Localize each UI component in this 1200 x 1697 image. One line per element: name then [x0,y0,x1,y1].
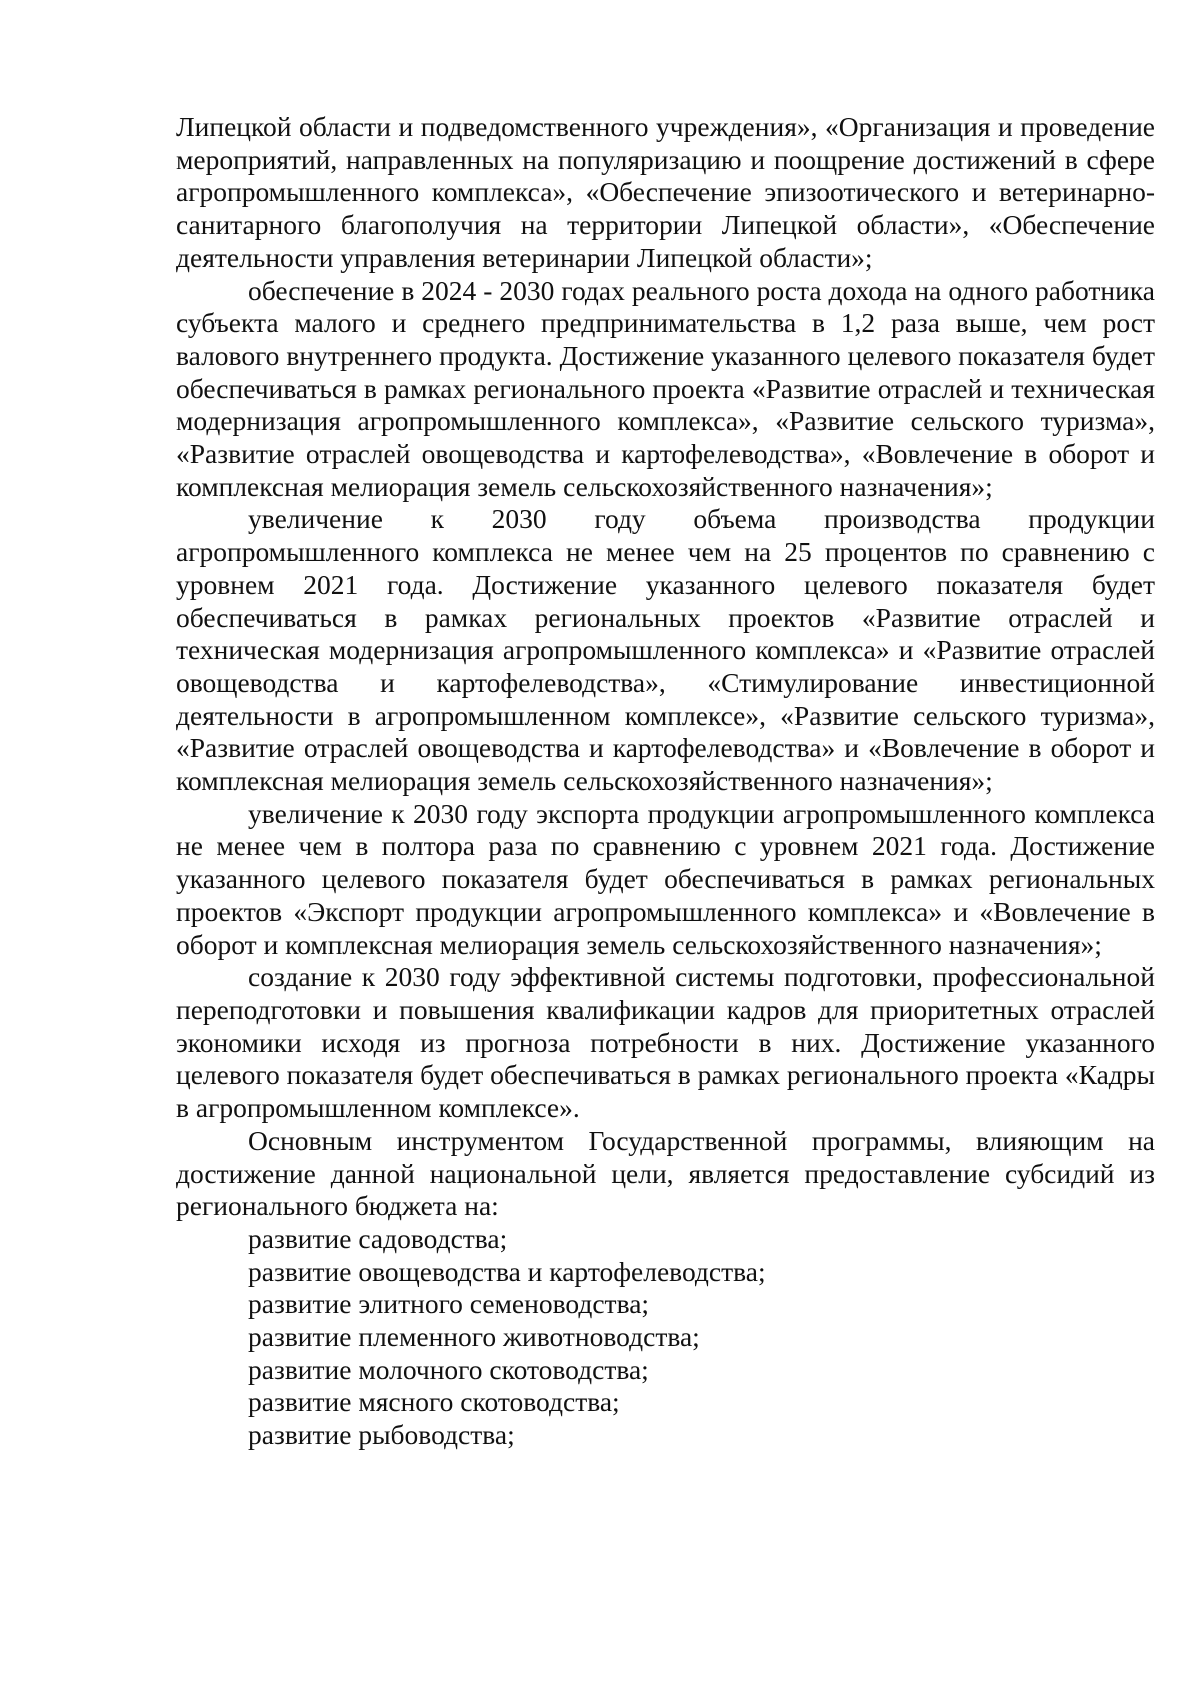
list-item-dairy-cattle: развитие молочного скотоводства; [248,1353,649,1385]
paragraph-main-instrument: Основным инструментом Государственной программы, влияющим на достижение данной национальной цели, является предоставление субсидий из регионального бюджета на: [176,1124,1155,1222]
document-body [176,111,1155,1452]
list-item-breeding-livestock: развитие племенного животноводства; [248,1321,700,1353]
paragraph-ministry-projects: Липецкой области и подведомственного учреждения», «Организация и проведение мероприятий, направленных на популяризацию и поощрение достижений в сфере агропромышленного комплекса», «Обеспечение эпизоотического и ветеринарно-санитарного благополучия на территории Липецкой области», «Обеспечение деятельности управления ветеринарии Липецкой области»; [176,111,1155,273]
list-item-beef-cattle: развитие мясного скотоводства; [248,1386,620,1418]
list-item-gardening: развитие садоводства; [248,1222,508,1254]
paragraph-personnel-training: создание к 2030 году эффективной системы подготовки, профессиональной переподготовки и повышения квалификации кадров для приоритетных отраслей экономики исходя из прогноза потребности в них. Достижение указанного целевого показателя будет обеспечиваться в рамках регионального проекта «Кадры в агропромышленном комплексе». [176,961,1155,1124]
paragraph-income-growth: обеспечение в 2024 - 2030 годах реального роста дохода на одного работника субъекта малого и среднего предпринимательства в 1,2 раза выше, чем рост валового внутреннего продукта. Достижение указанного целевого показателя будет обеспечиваться в рамках регионального проекта «Развитие отраслей и техническая модернизация агропромышленного комплекса», «Развитие сельского туризма», «Развитие отраслей овощеводства и картофелеводства», «Вовлечение в оборот и комплексная мелиорация земель сельскохозяйственного назначения»; [176,274,1155,502]
list-item-vegetables-potatoes: развитие овощеводства и картофелеводства; [248,1255,766,1287]
list-item-elite-seeds: развитие элитного семеноводства; [248,1288,650,1320]
paragraph-export-growth: увеличение к 2030 году экспорта продукции агропромышленного комплекса не менее чем в полтора раза по сравнению с уровнем 2021 года. Достижение указанного целевого показателя будет обеспечиваться в рамках региональных проектов «Экспорт продукции агропромышленного комплекса» и «Вовлечение в оборот и комплексная мелиорация земель сельскохозяйственного назначения»; [176,797,1155,960]
paragraph-production-volume: увеличение к 2030 году объема производства продукции агропромышленного комплекса не менее чем на 25 процентов по сравнению с уровнем 2021 года. Достижение указанного целевого показателя будет обеспечиваться в рамках региональных проектов «Развитие отраслей и техническая модернизация агропромышленного комплекса» и «Развитие отраслей овощеводства и картофелеводства», «Стимулирование инвестиционной деятельности в агропромышленном комплексе», «Развитие сельского туризма», «Развитие отраслей овощеводства и картофелеводства» и «Вовлечение в оборот и комплексная мелиорация земель сельскохозяйственного назначения»; [176,503,1155,797]
list-item-fish-farming: развитие рыбоводства; [248,1419,515,1451]
